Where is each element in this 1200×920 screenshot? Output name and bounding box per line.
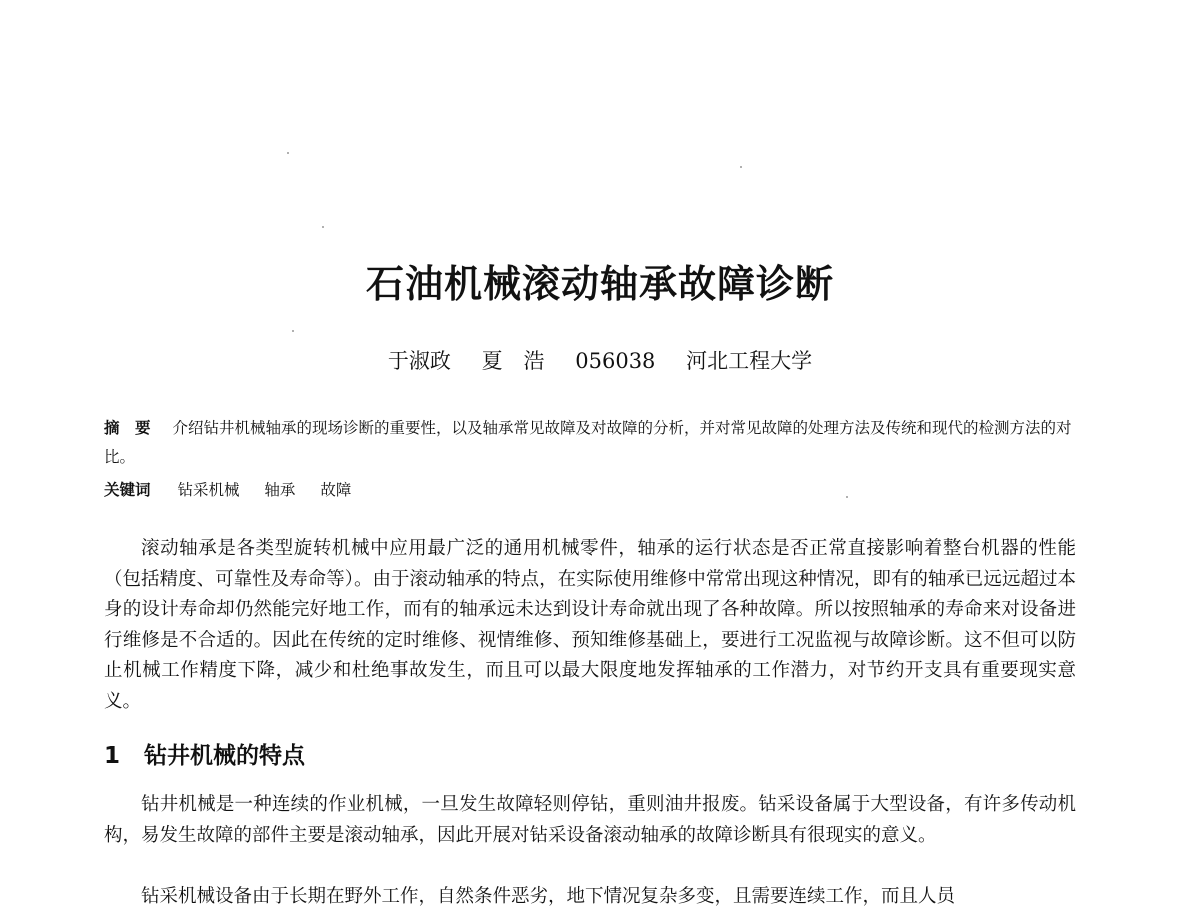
affiliation: 河北工程大学 (686, 349, 813, 373)
author-name: 夏 浩 (481, 349, 545, 373)
abstract-text: 介绍钻井机械轴承的现场诊断的重要性，以及轴承常见故障及对故障的分析，并对常见故障的处理方法及传统和现代的检测方法的对比。 (104, 419, 1072, 466)
section-paragraph: 钻井机械是一种连续的作业机械，一旦发生故障轻则停钻，重则油井报废。钻采设备属于大型设备，有许多传动机构，易发生故障的部件主要是滚动轴承，因此开展对钻采设备滚动轴承的故障诊断具有很现实的意义。 (104, 794, 1076, 846)
author-line (0, 346, 1200, 376)
scan-speck (287, 152, 289, 154)
abstract-label: 摘 要 (104, 419, 151, 437)
section-number: 1 (104, 743, 121, 769)
intro-paragraph: 滚动轴承是各类型旋转机械中应用最广泛的通用机械零件，轴承的运行状态是否正常直接影响着整台机器的性能（包括精度、可靠性及寿命等）。由于滚动轴承的特点，在实际使用维修中常常出现这种情况，即有的轴承已远远超过本身的设计寿命却仍然能完好地工作，而有的轴承远未达到设计寿命就出现了各种故障。所以按照轴承的寿命来对设备进行维修是不合适的。因此在传统的定时维修、视情维修、预知维修基础上，要进行工况监视与故障诊断。这不但可以防止机械工作精度下降，减少和杜绝事故发生，而且可以最大限度地发挥轴承的工作潜力，对节约开支具有重要现实意义。 (104, 538, 1076, 712)
keywords-label: 关键词 (104, 481, 151, 499)
section-title: 钻井机械的特点 (144, 743, 305, 769)
scan-speck (322, 226, 324, 228)
section-heading (104, 738, 305, 774)
keyword: 轴承 (264, 481, 296, 499)
keywords (104, 476, 1080, 505)
author-name: 于淑政 (387, 349, 451, 373)
scan-speck (292, 330, 294, 332)
section-paragraph: 钻采机械设备由于长期在野外工作，自然条件恶劣，地下情况复杂多变，且需要连续工作，而且人员 (141, 886, 956, 907)
postcode: 056038 (575, 349, 656, 373)
keyword: 故障 (320, 481, 352, 499)
keyword: 钻采机械 (177, 481, 240, 499)
abstract (104, 414, 1080, 472)
paper-title: 石油机械滚动轴承故障诊断 (365, 261, 834, 306)
scan-speck (740, 166, 742, 168)
